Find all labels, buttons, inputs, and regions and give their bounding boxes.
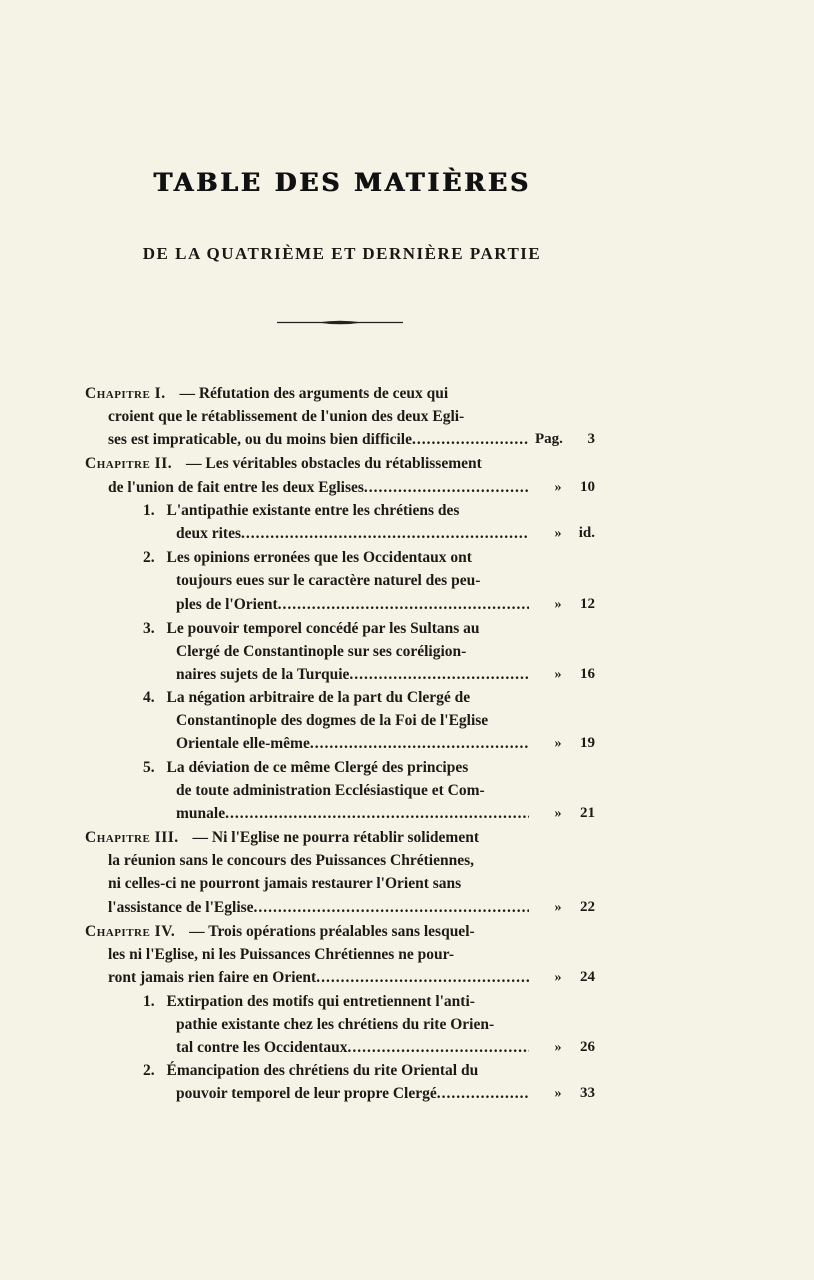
toc-ch2-item3-line1: 3. Le pouvoir temporel concédé par les Sultans au: [143, 620, 480, 637]
toc-ch2-item2-page: 12: [580, 596, 595, 612]
toc-item-number: 5.: [143, 759, 155, 776]
toc-ch2-item4-mark: »: [554, 736, 562, 751]
toc-ch2-item5-line3: munale .....: [176, 802, 529, 825]
toc-ch2-mark: »: [554, 480, 562, 495]
toc-ch2-item2-line1: 2. Les opinions erronées que les Occidentaux ont: [143, 549, 472, 566]
toc-item-number: 4.: [143, 689, 155, 706]
toc-ch4-item1-line1: 1. Extirpation des motifs qui entretiennent l'anti-: [143, 993, 475, 1010]
toc-ch2-line1: Chapitre II. — Les véritables obstacles du rétablissement: [85, 455, 482, 472]
toc-ch2-label: Chapitre II.: [85, 455, 173, 472]
toc-ch4-item2-mark: »: [554, 1086, 562, 1101]
toc-ch1-line1: Chapitre I. — Réfutation des arguments de ceux qui: [85, 385, 449, 402]
toc-ch2-line2: de l'union de fait entre les deux Eglises .....: [108, 476, 529, 499]
toc-item-number: 2.: [143, 549, 155, 566]
toc-ch2-item1-mark: »: [554, 526, 562, 541]
toc-ch1-line2: croient que le rétablissement de l'union des deux Egli-: [108, 408, 465, 425]
toc-ch2-page: 10: [580, 479, 595, 495]
toc-ch2-item1-page: id.: [578, 525, 595, 541]
toc-ch2-item1-line1: 1. L'antipathie existante entre les chrétiens des: [143, 502, 460, 519]
toc-ch2-item1-line2: deux rites .....: [176, 522, 529, 545]
toc-ch3-page: 22: [580, 899, 595, 915]
toc-ch4-item1-line3: tal contre les Occidentaux .....: [176, 1036, 529, 1059]
toc-ch4-item2-line2: pouvoir temporel de leur propre Clergé .....: [176, 1082, 529, 1105]
toc-ch2-item3-line2: Clergé de Constantinople sur ses coréligion-: [176, 643, 467, 660]
toc-ch2-item4-line2: Constantinople des dogmes de la Foi de l'Eglise: [176, 712, 489, 729]
toc-ch2-item2-line3: ples de l'Orient .....: [176, 593, 529, 616]
toc-ch4-item2-page: 33: [580, 1085, 595, 1101]
toc-ch2-item4-page: 19: [580, 735, 595, 751]
toc-ch1-pag: Pag.: [535, 431, 563, 447]
toc-ch1-line3: ses est impraticable, ou du moins bien difficile .....: [108, 428, 529, 451]
toc-ch4-label: Chapitre IV.: [85, 923, 176, 940]
toc-item-number: 3.: [143, 620, 155, 637]
toc-ch4-item1-mark: »: [554, 1040, 562, 1055]
toc-ch4-item2-line1: 2. Émancipation des chrétiens du rite Oriental du: [143, 1062, 479, 1079]
page-subtitle: DE LA QUATRIÈME ET DERNIÈRE PARTIE: [142, 244, 542, 263]
toc-ch4-line3: ront jamais rien faire en Orient .....: [108, 966, 529, 989]
toc-ch1-label: Chapitre I.: [85, 385, 166, 402]
toc-ch3-line3: ni celles-ci ne pourront jamais restaurer l'Orient sans: [108, 875, 462, 892]
toc-ch2-item3-mark: »: [554, 667, 562, 682]
toc-ch2-item3-page: 16: [580, 666, 595, 682]
toc-ch3-line2: la réunion sans le concours des Puissances Chrétiennes,: [108, 852, 474, 869]
toc-ch4-mark: »: [554, 970, 562, 985]
page-title: TABLE DES MATIÈRES: [153, 168, 531, 197]
toc-ch1-page: 3: [587, 431, 595, 447]
toc-ch4-item1-page: 26: [580, 1039, 595, 1055]
toc-ch2-item5-line2: de toute administration Ecclésiastique et Com-: [176, 782, 485, 799]
toc-ch2-item4-line3: Orientale elle-même .....: [176, 732, 529, 755]
toc-ch2-item5-page: 21: [580, 805, 595, 821]
toc-ch2-item5-mark: »: [554, 806, 562, 821]
toc-ch2-item2-line2: toujours eues sur le caractère naturel des peu-: [176, 572, 481, 589]
toc-ch2-item3-line3: naires sujets de la Turquie .....: [176, 663, 529, 686]
toc-item-number: 2.: [143, 1062, 155, 1079]
toc-ch2-item5-line1: 5. La déviation de ce même Clergé des principes: [143, 759, 469, 776]
toc-item-number: 1.: [143, 993, 155, 1010]
toc-ch3-label: Chapitre III.: [85, 829, 179, 846]
toc-ch3-mark: »: [554, 900, 562, 915]
toc-item-number: 1.: [143, 502, 155, 519]
toc-ch4-page: 24: [580, 969, 595, 985]
toc-ch4-line1: Chapitre IV. — Trois opérations préalables sans lesquel-: [85, 923, 475, 940]
toc-ch3-line1: Chapitre III. — Ni l'Eglise ne pourra rétablir solidement: [85, 829, 479, 846]
toc-ch2-item2-mark: »: [554, 597, 562, 612]
toc-ch2-item4-line1: 4. La négation arbitraire de la part du Clergé de: [143, 689, 471, 706]
toc-ch3-line4: l'assistance de l'Eglise .....: [108, 896, 529, 919]
toc-ch4-line2: les ni l'Eglise, ni les Puissances Chrétiennes ne pour-: [108, 946, 455, 963]
toc-ch4-item1-line2: pathie existante chez les chrétiens du rite Orien-: [176, 1016, 495, 1033]
ornamental-rule: [277, 319, 403, 326]
